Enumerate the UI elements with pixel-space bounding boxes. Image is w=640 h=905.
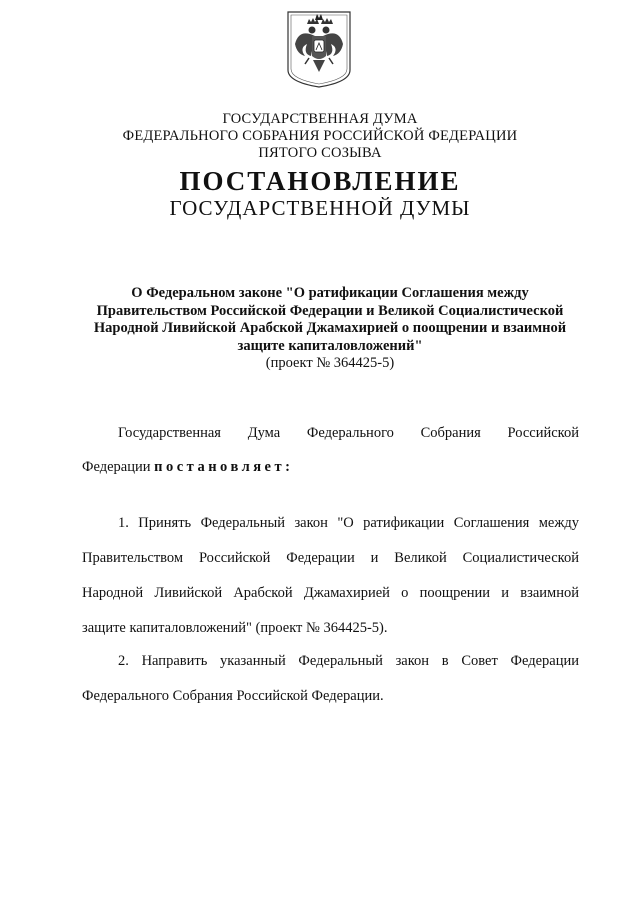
document-subtitle: ГОСУДАРСТВЕННОЙ ДУМЫ — [169, 196, 471, 220]
intro-line: Государственная Дума Федерального Собрания Российской — [118, 425, 579, 441]
header-line-assembly: ФЕДЕРАЛЬНОГО СОБРАНИЯ РОССИЙСКОЙ ФЕДЕРАЦИИ — [122, 128, 518, 144]
item-line: Федерального Собрания Российской Федерации. — [82, 688, 384, 704]
intro-paragraph-end — [82, 459, 579, 476]
item-line: Правительством Российской Федерации и Великой Социалистической — [82, 550, 579, 566]
resolution-item-2 — [82, 653, 579, 705]
subject-line: О Федеральном законе "О ратификации Соглашения между — [131, 285, 529, 301]
coat-of-arms-emblem — [285, 10, 353, 88]
project-number: (проект № 364425-5) — [265, 355, 395, 371]
item-line: Народной Ливийской Арабской Джамахирией о поощрении и взаимной — [82, 585, 579, 601]
header-line-duma: ГОСУДАРСТВЕННАЯ ДУМА — [222, 111, 418, 127]
subject-block — [70, 285, 590, 373]
item-line: 1. Принять Федеральный закон "О ратификации Соглашения между — [118, 515, 579, 531]
resolution-verb: постановляет: — [154, 459, 294, 475]
intro-paragraph — [82, 425, 579, 442]
header-line-convocation: ПЯТОГО СОЗЫВА — [258, 145, 382, 161]
intro-word: Федерации — [82, 459, 151, 475]
resolution-item-1 — [82, 515, 579, 637]
subject-line: Народной Ливийской Арабской Джамахирией о поощрении и взаимной — [93, 320, 567, 336]
subject-line: Правительством Российской Федерации и Великой Социалистической — [96, 302, 564, 319]
item-line: защите капиталовложений" (проект № 364425-5). — [82, 620, 388, 636]
item-line: 2. Направить указанный Федеральный закон в Совет Федерации — [118, 653, 579, 669]
document-title: ПОСТАНОВЛЕНИЕ — [179, 166, 461, 196]
subject-line: защите капиталовложений" — [237, 337, 423, 354]
